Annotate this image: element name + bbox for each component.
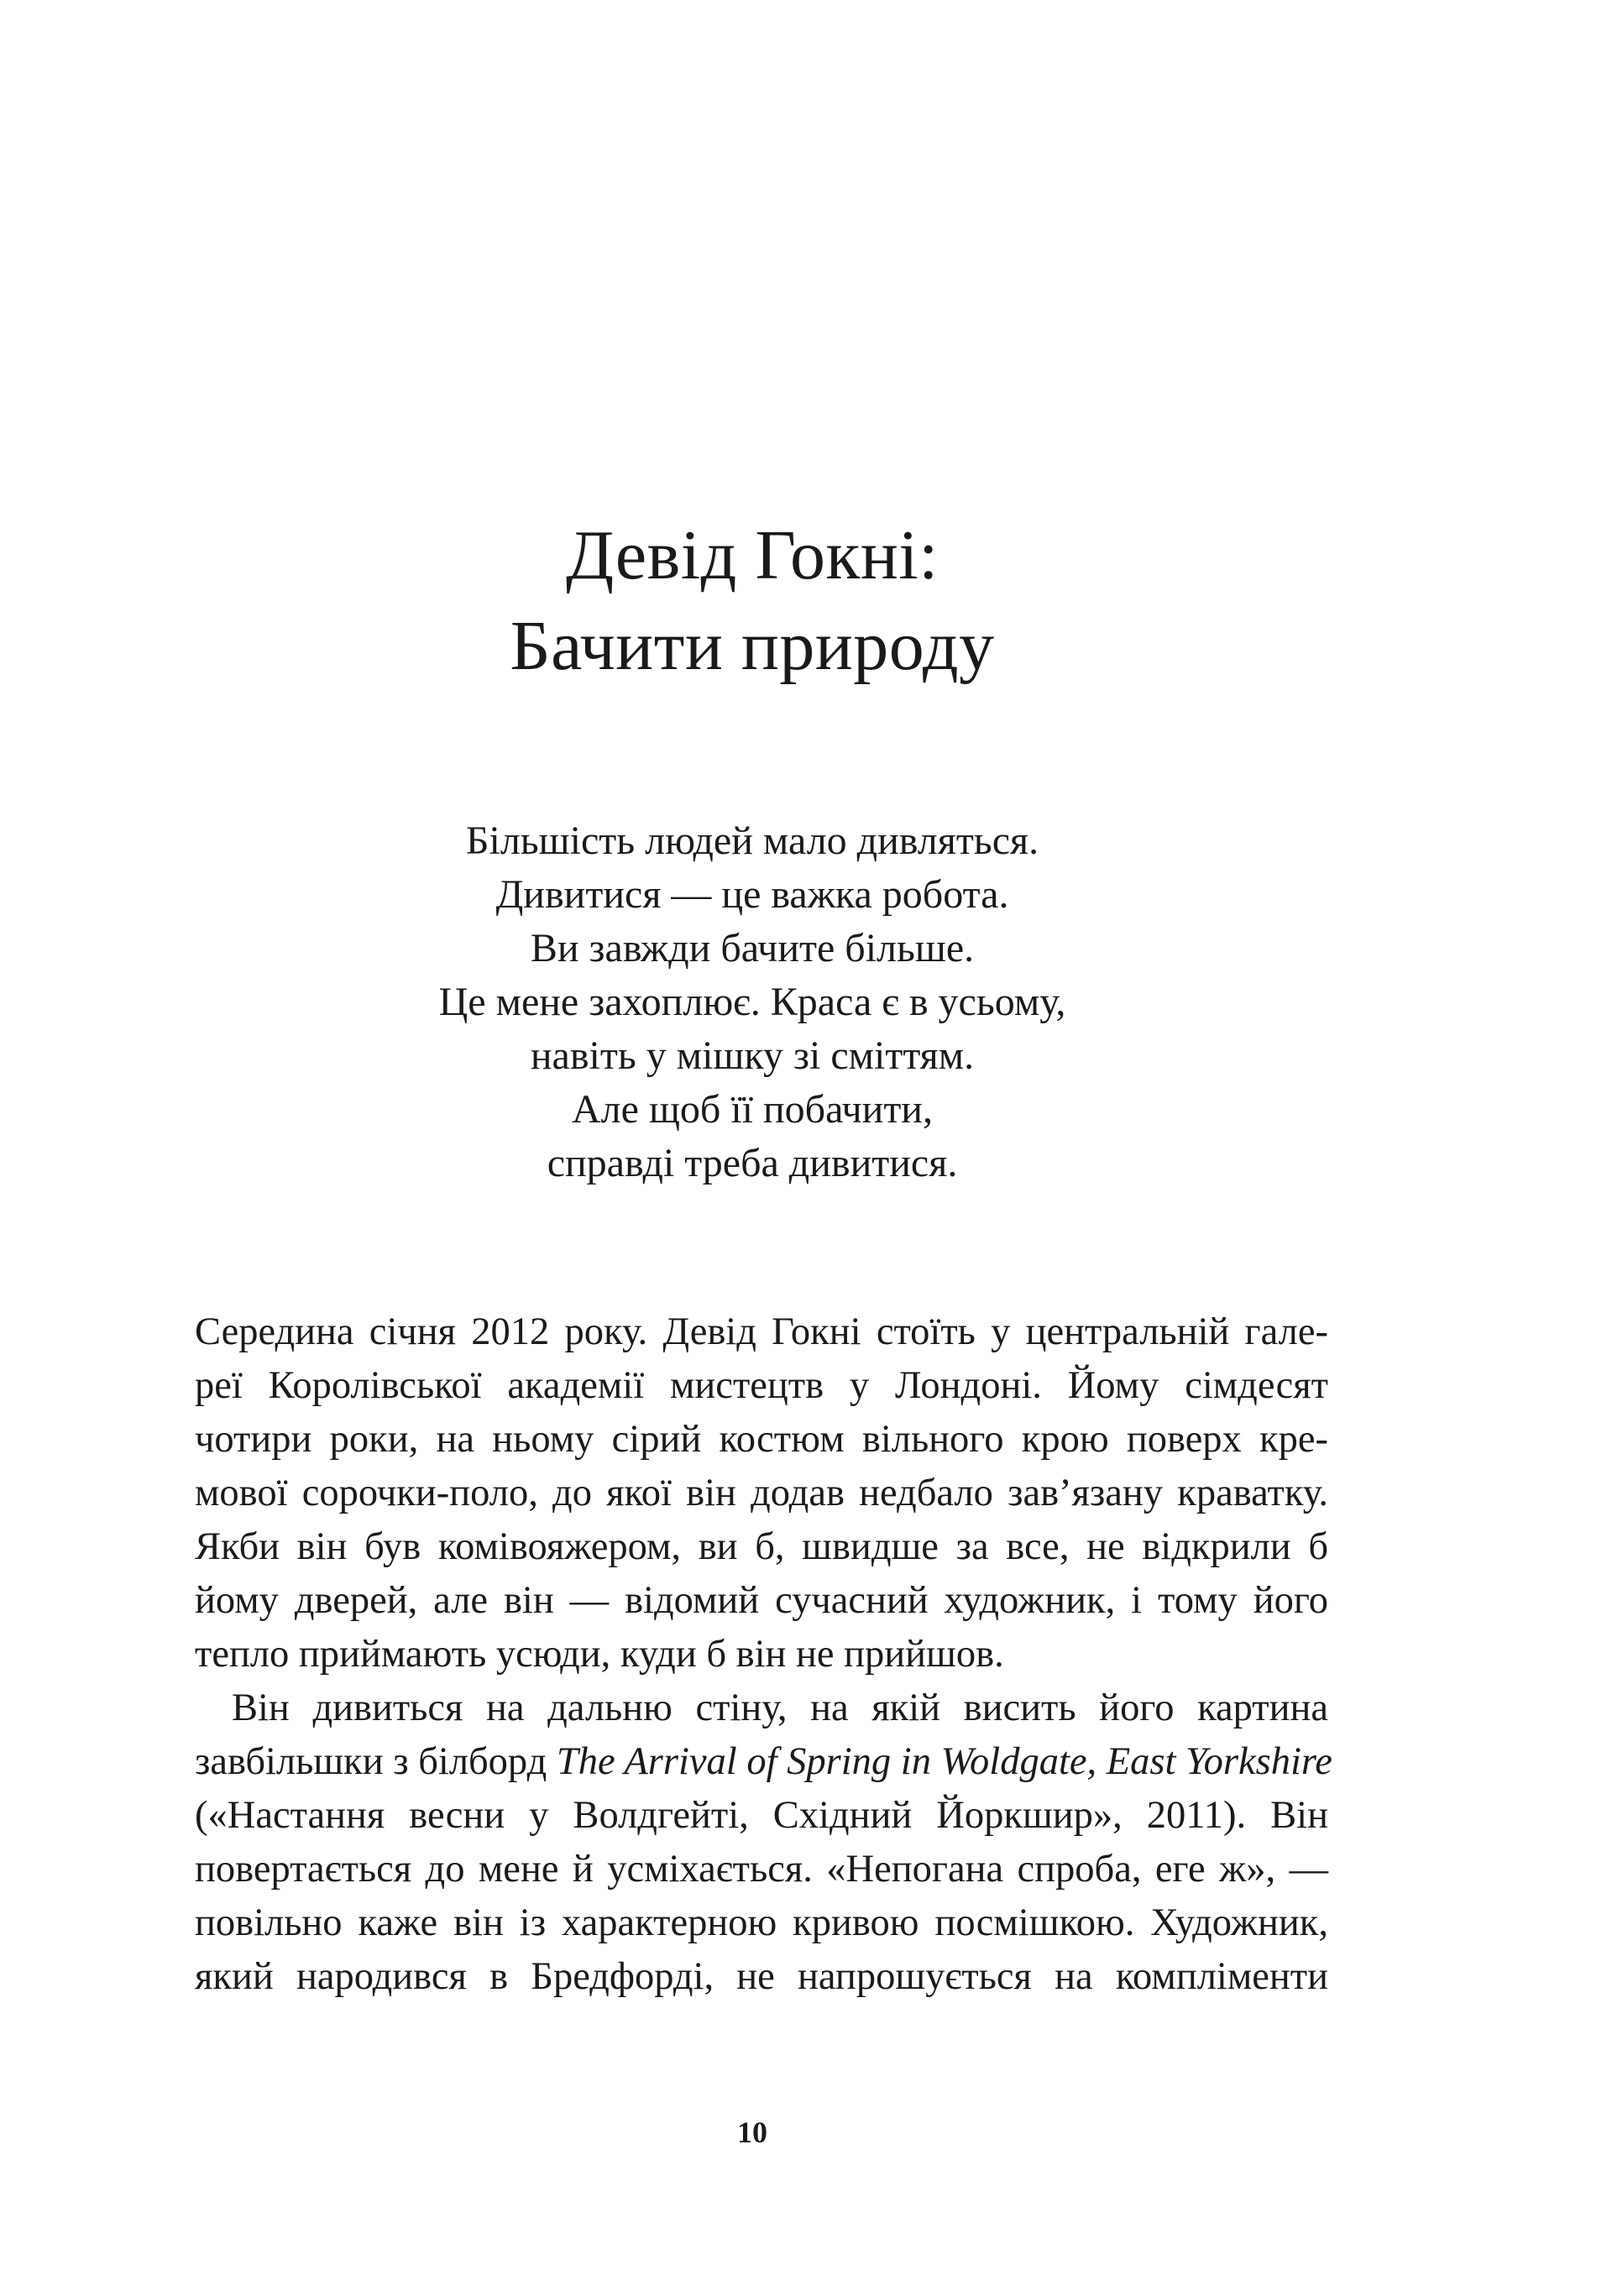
text-line: який народився в Бредфорді, не напрошується на компліменти [195,1955,1328,1998]
chapter-title-line: Девід Гокні: [566,516,939,594]
text-line: Якби він був комівояжером, ви б, швидше за все, не відкрили б [195,1525,1328,1568]
epigraph-line: Це мене захоплює. Краса є в усьому, [438,980,1066,1024]
text-line: Середина січня 2012 року. Девід Гокні стоїть у центральній гале- [195,1310,1328,1353]
epigraph-line: Дивитися — це важка робота. [495,872,1009,917]
paragraph-2 [195,1681,1332,2004]
chapter-title [0,510,1505,692]
artwork-title: The Arrival of Spring in Woldgate, East Yorkshire [556,1740,1332,1783]
epigraph [0,814,1505,1190]
paragraph-1 [195,1305,1328,1681]
epigraph-line: справді треба дивитися. [547,1141,958,1185]
page-number: 10 [737,2116,767,2149]
epigraph-line: навіть у мішку зі сміттям. [530,1033,975,1078]
text-line: Він дивиться на дальню стіну, на якій висить його картина [232,1687,1328,1729]
text-fragment: завбільшки з білборд [195,1740,557,1783]
epigraph-line: Ви завжди бачите більше. [530,926,975,970]
text-line: повертається до мене й усміхається. «Непогана спроба, еге ж», — [195,1848,1328,1891]
text-line: мової сорочки-поло, до якої він додав недбало зав’язану краватку. [195,1472,1328,1514]
body-text [195,1305,1332,2004]
epigraph-line: Більшість людей мало дивляться. [465,819,1039,863]
text-line: реї Королівської академії мистецтв у Лондоні. Йому сімдесят [195,1364,1328,1407]
chapter-subtitle-line: Бачити природу [510,607,995,685]
epigraph-line: Але щоб її побачити, [572,1087,933,1132]
text-line: йому дверей, але він — відомий сучасний художник, і тому його [195,1579,1328,1622]
text-line: («Настання весни у Волдгейті, Східний Йоркшир», 2011). Він [195,1794,1328,1837]
text-line [195,1735,1332,1789]
text-line: повільно каже він із характерною кривою посмішкою. Художник, [195,1901,1328,1944]
text-line: тепло приймають усюди, куди б він не прийшов. [195,1633,1004,1676]
text-line: чотири роки, на ньому сірий костюм вільного крою поверх кре- [195,1418,1328,1461]
